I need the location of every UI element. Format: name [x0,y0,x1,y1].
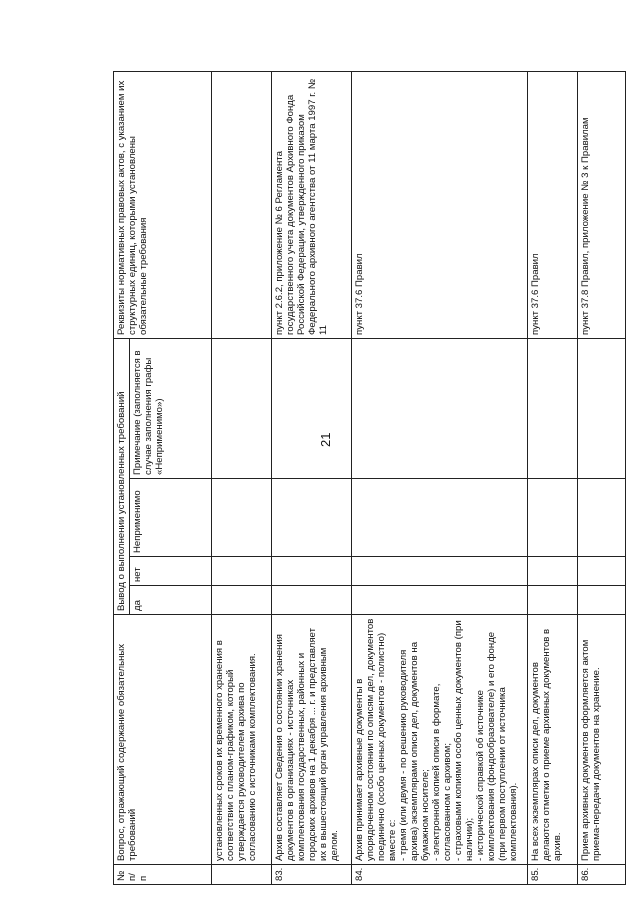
row-reference [212,71,272,338]
table-row [578,71,626,884]
page-number: 21 [318,432,333,447]
requirements-table [113,71,626,885]
cell-yes [212,586,272,615]
table-row [352,71,528,884]
row-question [352,615,528,865]
cell-not-applicable [212,479,272,557]
row-number [212,865,272,885]
header-note: Примечание (заполняется в случае заполнения графы «Неприменимо») [130,338,212,478]
cell-yes [272,586,352,615]
header-conclusion: Вывод о выполнении установленных требований [114,338,130,614]
question-line: - исторической справкой об источнике комплектования (фондообразователе) и его фонде (при первом поступлении от источника комплектования). [475,631,519,861]
cell-no [352,557,528,586]
cell-not-applicable [272,479,352,557]
header-no: нет [130,557,212,586]
cell-no [528,557,578,586]
row-question: Архив составляет Сведения о состоянии хранения документов в организациях - источниках комплектования государственных, районных и городских архивов на 1 декабря ... г. и представляет их в вышестоящий орган управления архивным делом. [272,615,352,865]
cell-yes [528,586,578,615]
table-row [528,71,578,884]
cell-note [272,338,352,478]
row-reference: пункт 37.8 Правил, приложение № 3 к Правилам [578,71,626,338]
row-reference: пункт 2.6.2, приложение № 6 Регламента государственного учета документов Архивного Фонда Российской Федерации, утвержденного приказом Федерального архивного агентства от 11 марта 1997 г. № 11 [272,71,352,338]
row-question: Прием архивных документов оформляется актом приема-передачи документов на хранение. [578,615,626,865]
row-reference: пункт 37.6 Правил [528,71,578,338]
table-row [272,71,352,884]
question-line: - электронной копией описи в формате, согласованном с архивом; [431,683,453,861]
cell-yes [352,586,528,615]
row-question: На всех экземплярах описи дел, документов делаются отметки о приеме архивных документов в архив. [528,615,578,865]
header-yes: да [130,586,212,615]
question-line: - тремя (или двумя - по решению руководителя архива) экземплярами описи дел, документов на бумажном носителе; [398,641,431,861]
question-line: - страховыми копиями особо ценных документов (при наличии); [453,620,475,861]
cell-not-applicable [578,479,626,557]
cell-note [212,338,272,478]
table-row [212,71,272,884]
cell-note [352,338,528,478]
row-number: 84. [352,865,528,885]
cell-note [528,338,578,478]
row-number: 85. [528,865,578,885]
header-question: Вопрос, отражающий содержание обязательных требований [114,615,212,865]
cell-no [212,557,272,586]
cell-not-applicable [352,479,528,557]
row-number: 83. [272,865,352,885]
row-question: установленных сроков их временного хранения в соответствии с планом-графиком, который утверждается руководителем архива по согласованию с источниками комплектования. [212,615,272,865]
header-number: № п/п [114,865,212,885]
cell-no [578,557,626,586]
header-not-applicable: Неприменимо [130,479,212,557]
header-row-1 [114,71,130,884]
cell-note [578,338,626,478]
header-requisites: Реквизиты нормативных правовых актов, с указанием их структурных единиц, которыми установлены обязательные требования [114,71,212,338]
row-number: 86. [578,865,626,885]
row-reference: пункт 37.6 Правил [352,71,528,338]
question-line: Архив принимает архивные документы в упорядоченном состоянии по описям дел, документов поединично (особо ценных документов - полистно) вместе с: [354,618,398,861]
cell-no [272,557,352,586]
cell-not-applicable [528,479,578,557]
cell-yes [578,586,626,615]
